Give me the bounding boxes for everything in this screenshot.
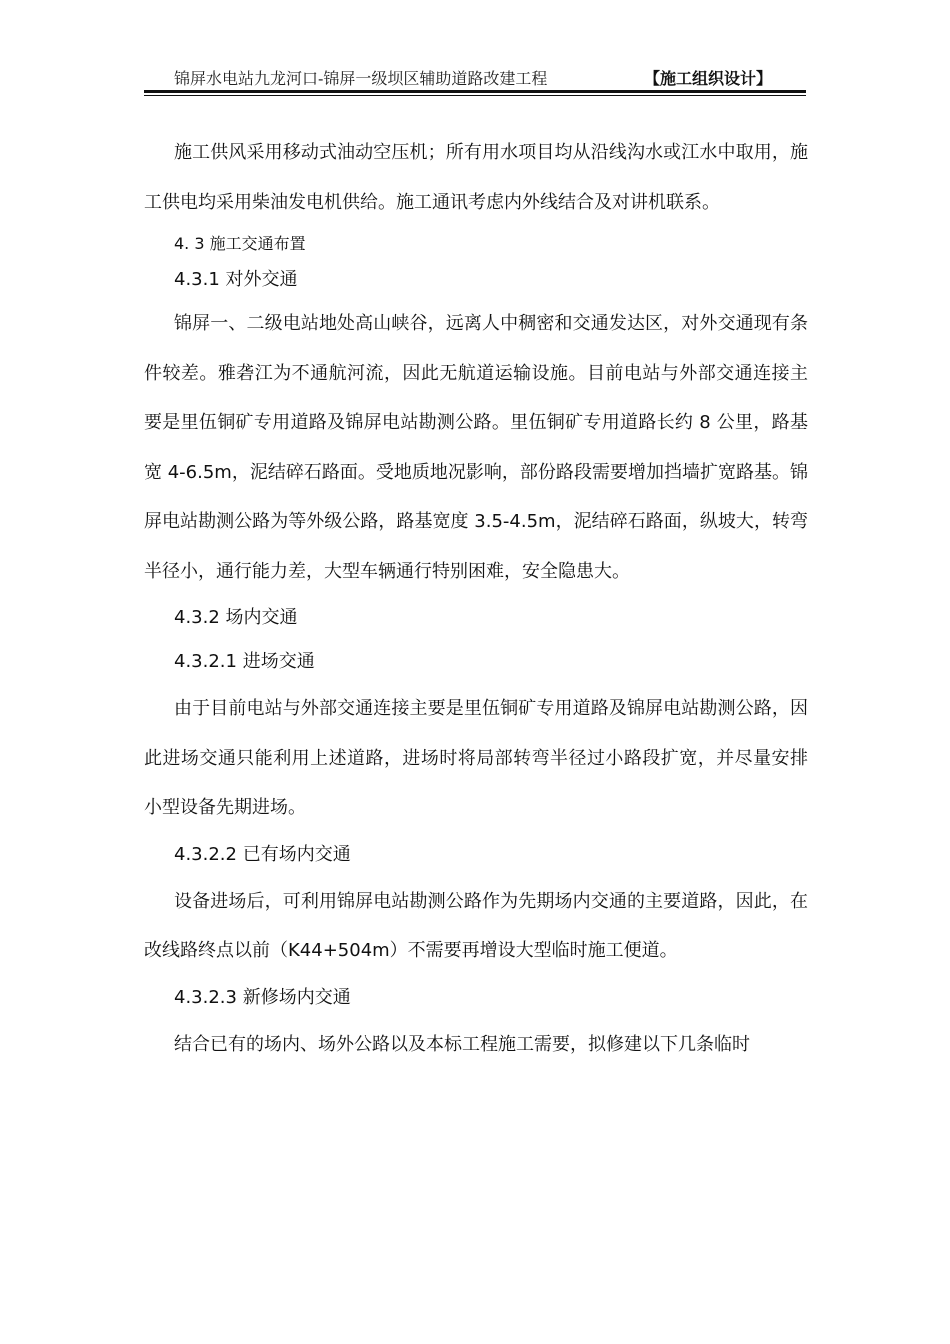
paragraph-external-traffic: 锦屏一、二级电站地处高山峡谷，远离人中稠密和交通发达区，对外交通现有条件较差。雅砻江为不通航河流，因此无航道运输设施。目前电站与外部交通连接主要是里伍铜矿专用道路及锦屏电站勘测公路。里伍铜矿专用道路长约 8 公里，路基宽 4-6.5m，泥结碎石路面。受地质地况影响，部份路段需要增加挡墙扩宽路基。锦屏电站勘测公路为等外级公路，路基宽度 3.5-4.5m，泥结碎石路面，纵坡大，转弯半径小，通行能力差，大型车辆通行特别困难，安全隐患大。 <box>144 313 808 582</box>
section-heading-4-3-1: 4.3.1 对外交通 <box>174 269 298 290</box>
header-rule-thin <box>144 95 806 96</box>
document-type: 【施工组织设计】 <box>643 69 772 88</box>
paragraph-new-site-traffic: 结合已有的场内、场外公路以及本标工程施工需要，拟修建以下几条临时 <box>174 1033 750 1055</box>
document-body <box>144 128 808 1069</box>
header-rule-thick <box>144 90 806 93</box>
section-heading-4-3-2: 4.3.2 场内交通 <box>174 607 298 628</box>
section-heading-4-3: 4. 3 施工交通布置 <box>174 234 306 253</box>
section-heading-4-3-2-2: 4.3.2.2 已有场内交通 <box>174 843 351 865</box>
paragraph-site-entry: 由于目前电站与外部交通连接主要是里伍铜矿专用道路及锦屏电站勘测公路，因此进场交通只能利用上述道路，进场时将局部转弯半径过小路段扩宽，并尽量安排小型设备先期进场。 <box>144 698 808 818</box>
section-heading-4-3-2-1: 4.3.2.1 进场交通 <box>174 651 315 672</box>
paragraph-utilities: 施工供风采用移动式油动空压机；所有用水项目均从沿线沟水或江水中取用，施工供电均采用柴油发电机供给。施工通讯考虑内外线结合及对讲机联系。 <box>144 142 808 213</box>
paragraph-existing-site-traffic: 设备进场后，可利用锦屏电站勘测公路作为先期场内交通的主要道路，因此，在改线路终点以前（K44+504m）不需要再增设大型临时施工便道。 <box>144 890 808 961</box>
section-heading-4-3-2-3: 4.3.2.3 新修场内交通 <box>174 986 351 1008</box>
project-title: 锦屏水电站九龙河口-锦屏一级坝区辅助道路改建工程 <box>174 69 548 88</box>
